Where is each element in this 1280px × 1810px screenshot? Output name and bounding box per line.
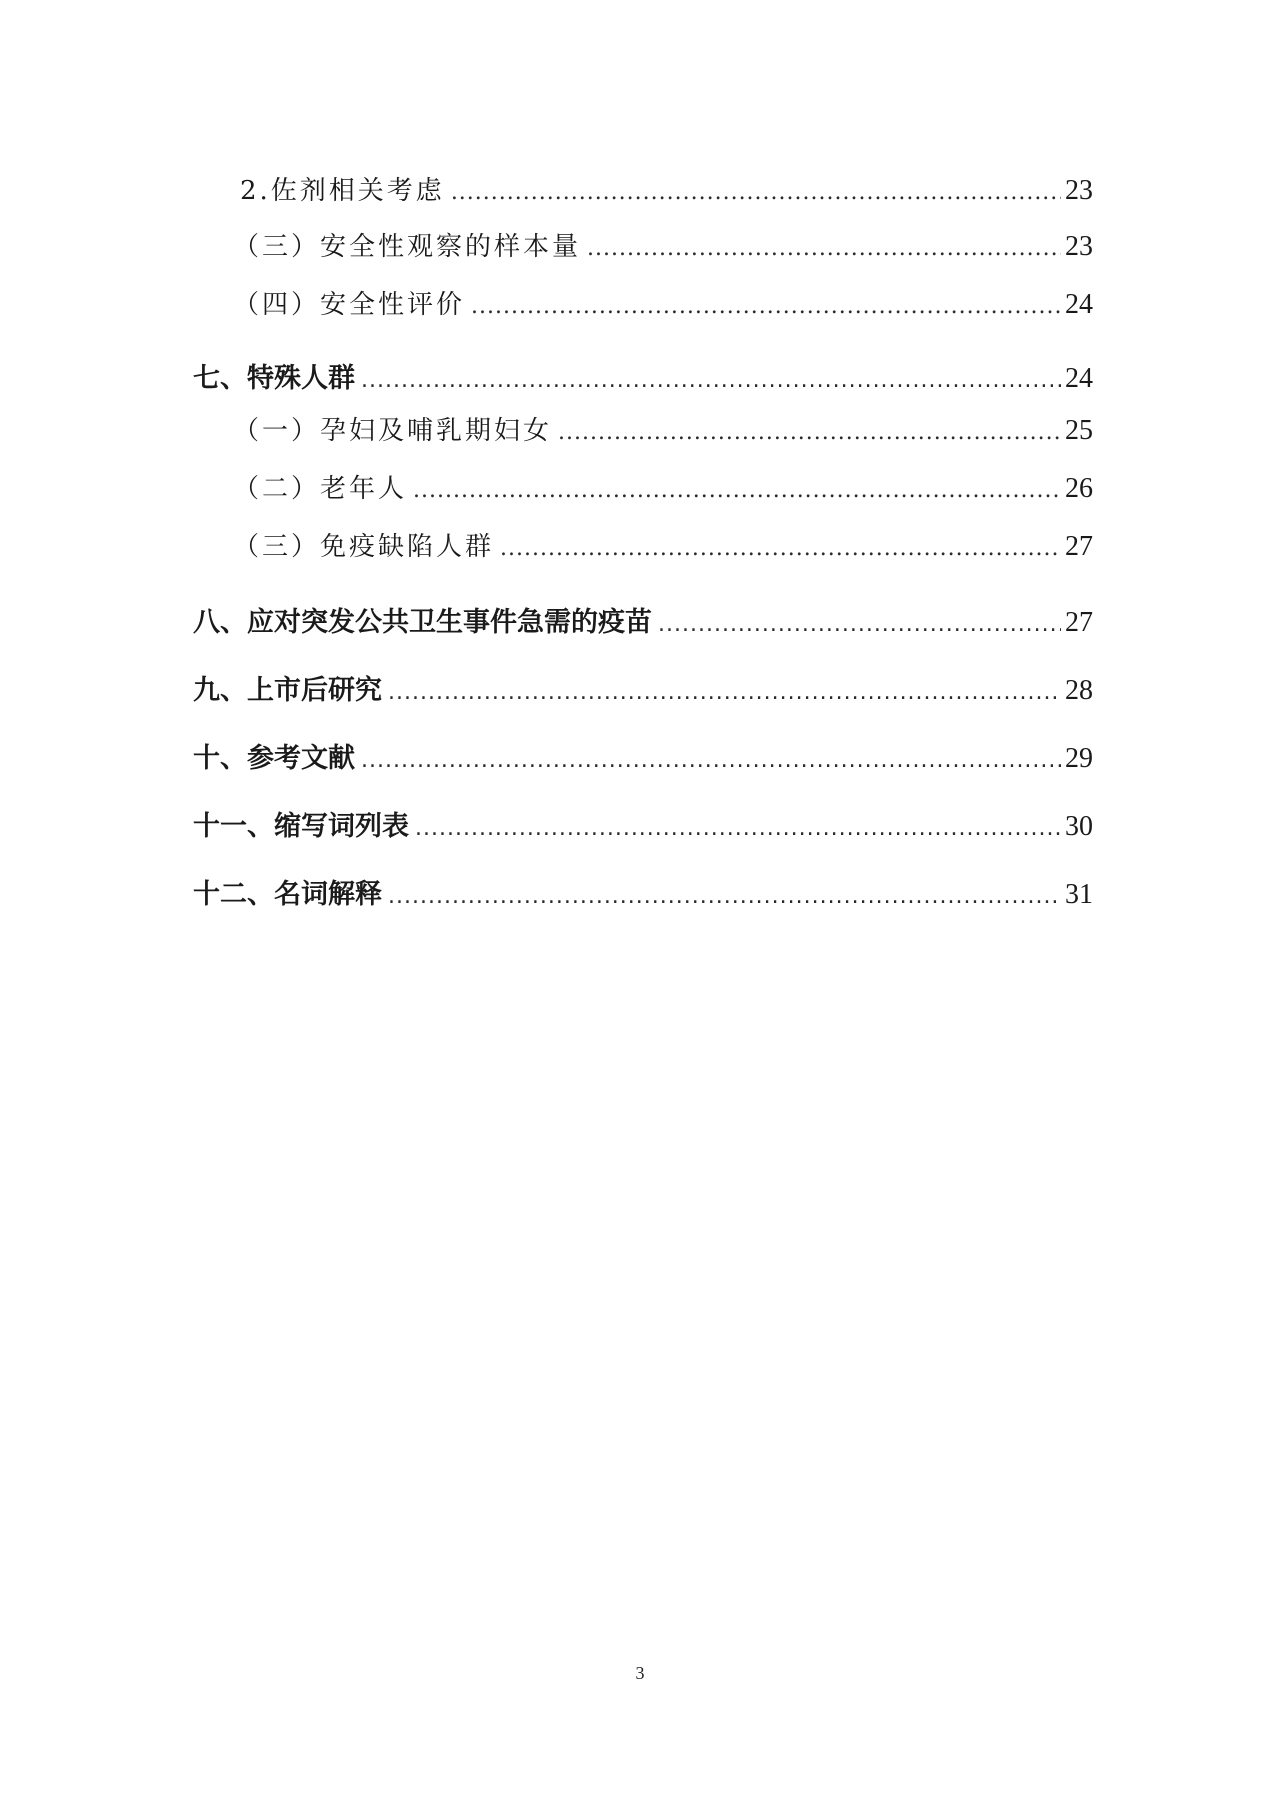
toc-page-number: 27 [1065,607,1093,638]
toc-page-number: 24 [1065,289,1093,320]
toc-entry-label: 七、特殊人群 [193,363,355,394]
toc-page-number: 29 [1065,743,1093,774]
toc-entry-label: 九、上市后研究 [193,675,382,706]
toc-dot-leader [388,680,1061,705]
toc-entry-abbreviations[interactable] [193,804,1093,843]
toc-entry-label: （三）安全性观察的样本量 [233,232,582,262]
toc-entry-emergency-vaccines[interactable] [193,600,1093,639]
toc-entry-adjuvant[interactable] [240,170,1093,207]
toc-page-number: 23 [1065,175,1093,206]
toc-dot-leader [658,612,1061,637]
toc-entry-label: （二）老年人 [233,474,408,504]
toc-entry-label: （四）安全性评价 [233,290,466,320]
toc-entry-pregnant-women[interactable] [233,410,1093,447]
toc-dot-leader [413,478,1061,503]
toc-entry-label: 2.佐剂相关考虑 [240,176,445,206]
toc-entry-elderly[interactable] [233,468,1093,505]
toc-entry-label: 八、应对突发公共卫生事件急需的疫苗 [193,607,652,638]
toc-dot-leader [361,368,1061,393]
toc-entry-special-populations[interactable] [193,356,1093,395]
toc-entry-references[interactable] [193,736,1093,775]
page-footer-number: 3 [635,1663,645,1683]
toc-entry-label: 十一、缩写词列表 [193,811,409,842]
toc-entry-glossary[interactable] [193,872,1093,911]
toc-page-number: 28 [1065,675,1093,706]
toc-dot-leader [388,884,1061,909]
toc-entry-safety-evaluation[interactable] [233,284,1093,321]
toc-dot-leader [471,294,1061,319]
toc-page-number: 27 [1065,531,1093,562]
toc-page-number: 26 [1065,473,1093,504]
toc-page-number: 30 [1065,811,1093,842]
toc-page-number: 23 [1065,231,1093,262]
toc-entry-immunodeficient[interactable] [233,526,1093,563]
toc-dot-leader [587,236,1061,261]
toc-entry-post-marketing[interactable] [193,668,1093,707]
toc-entry-label: （三）免疫缺陷人群 [233,532,495,562]
toc-entry-label: 十二、名词解释 [193,879,382,910]
toc-dot-leader [361,748,1061,773]
toc-dot-leader [500,536,1061,561]
toc-page-number: 24 [1065,363,1093,394]
toc-dot-leader [558,420,1061,445]
toc-entry-label: （一）孕妇及哺乳期妇女 [233,416,553,446]
toc-dot-leader [451,180,1061,205]
toc-page-number: 31 [1065,879,1093,910]
toc-page-number: 25 [1065,415,1093,446]
toc-dot-leader [415,816,1061,841]
toc-entry-safety-sample-size[interactable] [233,226,1093,263]
toc-entry-label: 十、参考文献 [193,743,355,774]
